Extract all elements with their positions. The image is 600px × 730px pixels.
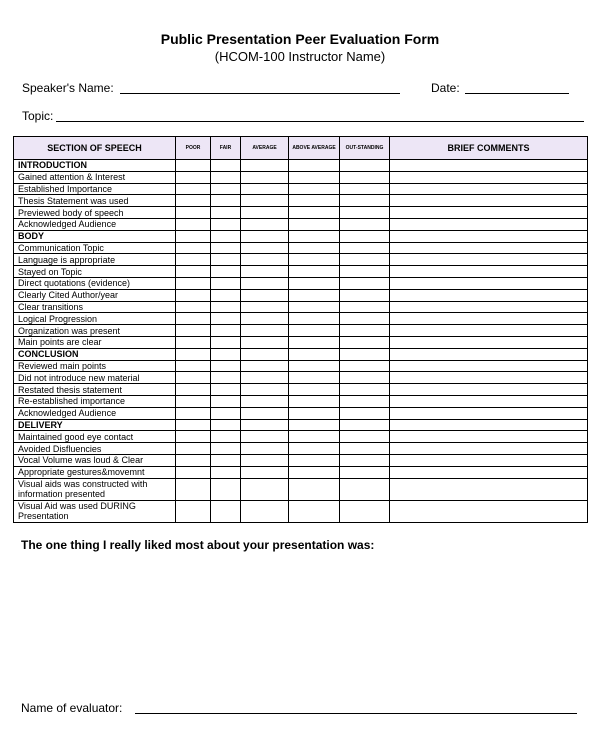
outstanding-rating-cell bbox=[340, 160, 390, 172]
poor-rating-cell[interactable] bbox=[176, 384, 211, 396]
poor-rating-cell[interactable] bbox=[176, 466, 211, 478]
table-row bbox=[14, 407, 588, 419]
average-rating-cell[interactable] bbox=[241, 384, 289, 396]
fair-rating-cell[interactable] bbox=[211, 171, 241, 183]
criterion-label: Previewed body of speech bbox=[14, 207, 176, 219]
poor-rating-cell[interactable] bbox=[176, 325, 211, 337]
above-average-rating-cell[interactable] bbox=[289, 407, 340, 419]
above-average-rating-cell[interactable] bbox=[289, 266, 340, 278]
above-average-rating-cell[interactable] bbox=[289, 277, 340, 289]
average-rating-cell[interactable] bbox=[241, 443, 289, 455]
poor-rating-cell bbox=[176, 348, 211, 360]
average-rating-cell[interactable] bbox=[241, 466, 289, 478]
fair-rating-cell[interactable] bbox=[211, 325, 241, 337]
average-rating-cell[interactable] bbox=[241, 431, 289, 443]
average-rating-cell[interactable] bbox=[241, 195, 289, 207]
outstanding-rating-cell[interactable] bbox=[340, 466, 390, 478]
criterion-label: Maintained good eye contact bbox=[14, 431, 176, 443]
evaluation-table bbox=[13, 136, 588, 523]
comment-cell[interactable] bbox=[390, 289, 588, 301]
table-row bbox=[14, 183, 588, 195]
outstanding-rating-cell[interactable] bbox=[340, 207, 390, 219]
header-average: AVERAGE bbox=[241, 137, 289, 160]
table-row bbox=[14, 171, 588, 183]
outstanding-rating-cell[interactable] bbox=[340, 443, 390, 455]
fair-rating-cell bbox=[211, 230, 241, 242]
fair-rating-cell bbox=[211, 348, 241, 360]
outstanding-rating-cell[interactable] bbox=[340, 500, 390, 522]
table-row bbox=[14, 218, 588, 230]
comment-cell[interactable] bbox=[390, 195, 588, 207]
table-section-row bbox=[14, 230, 588, 242]
criterion-label: Did not introduce new material bbox=[14, 372, 176, 384]
poor-rating-cell[interactable] bbox=[176, 500, 211, 522]
above-average-rating-cell[interactable] bbox=[289, 336, 340, 348]
above-average-rating-cell[interactable] bbox=[289, 454, 340, 466]
outstanding-rating-cell[interactable] bbox=[340, 266, 390, 278]
comment-cell bbox=[390, 160, 588, 172]
fair-rating-cell[interactable] bbox=[211, 242, 241, 254]
comment-cell[interactable] bbox=[390, 171, 588, 183]
above-average-rating-cell[interactable] bbox=[289, 313, 340, 325]
above-average-rating-cell[interactable] bbox=[289, 218, 340, 230]
section-heading: DELIVERY bbox=[14, 419, 176, 431]
poor-rating-cell[interactable] bbox=[176, 277, 211, 289]
poor-rating-cell[interactable] bbox=[176, 218, 211, 230]
table-header-row bbox=[14, 137, 588, 160]
above-average-rating-cell[interactable] bbox=[289, 301, 340, 313]
comment-cell[interactable] bbox=[390, 266, 588, 278]
outstanding-rating-cell[interactable] bbox=[340, 454, 390, 466]
average-rating-cell[interactable] bbox=[241, 277, 289, 289]
fair-rating-cell[interactable] bbox=[211, 360, 241, 372]
section-heading: CONCLUSION bbox=[14, 348, 176, 360]
table-row bbox=[14, 466, 588, 478]
criterion-label: Stayed on Topic bbox=[14, 266, 176, 278]
table-row bbox=[14, 242, 588, 254]
table-row bbox=[14, 266, 588, 278]
criterion-label: Visual aids was constructed with information presented bbox=[14, 478, 176, 500]
table-row bbox=[14, 360, 588, 372]
poor-rating-cell[interactable] bbox=[176, 289, 211, 301]
criterion-label: Established Importance bbox=[14, 183, 176, 195]
poor-rating-cell[interactable] bbox=[176, 171, 211, 183]
fair-rating-cell[interactable] bbox=[211, 289, 241, 301]
table-row bbox=[14, 372, 588, 384]
above-average-rating-cell[interactable] bbox=[289, 289, 340, 301]
date-label: Date: bbox=[431, 81, 460, 95]
outstanding-rating-cell[interactable] bbox=[340, 384, 390, 396]
average-rating-cell bbox=[241, 160, 289, 172]
comment-cell bbox=[390, 419, 588, 431]
average-rating-cell bbox=[241, 419, 289, 431]
outstanding-rating-cell[interactable] bbox=[340, 277, 390, 289]
comment-cell[interactable] bbox=[390, 277, 588, 289]
form-subtitle: (HCOM-100 Instructor Name) bbox=[214, 49, 386, 64]
comment-cell[interactable] bbox=[390, 301, 588, 313]
fair-rating-cell[interactable] bbox=[211, 254, 241, 266]
comment-cell[interactable] bbox=[390, 395, 588, 407]
table-row bbox=[14, 395, 588, 407]
outstanding-rating-cell[interactable] bbox=[340, 183, 390, 195]
comment-cell[interactable] bbox=[390, 325, 588, 337]
above-average-rating-cell[interactable] bbox=[289, 466, 340, 478]
comment-cell[interactable] bbox=[390, 478, 588, 500]
poor-rating-cell[interactable] bbox=[176, 207, 211, 219]
outstanding-rating-cell[interactable] bbox=[340, 301, 390, 313]
fair-rating-cell[interactable] bbox=[211, 384, 241, 396]
average-rating-cell[interactable] bbox=[241, 266, 289, 278]
comment-cell[interactable] bbox=[390, 372, 588, 384]
comment-cell[interactable] bbox=[390, 242, 588, 254]
speaker-name-label: Speaker's Name: bbox=[22, 81, 114, 95]
poor-rating-cell[interactable] bbox=[176, 443, 211, 455]
poor-rating-cell[interactable] bbox=[176, 395, 211, 407]
fair-rating-cell[interactable] bbox=[211, 443, 241, 455]
comment-cell[interactable] bbox=[390, 183, 588, 195]
poor-rating-cell[interactable] bbox=[176, 431, 211, 443]
comment-cell[interactable] bbox=[390, 360, 588, 372]
form-title: Public Presentation Peer Evaluation Form bbox=[160, 31, 440, 47]
average-rating-cell[interactable] bbox=[241, 218, 289, 230]
speaker-name-field[interactable] bbox=[120, 93, 400, 94]
table-row bbox=[14, 443, 588, 455]
criterion-label: Language is appropriate bbox=[14, 254, 176, 266]
header-above-average: ABOVE AVERAGE bbox=[289, 137, 340, 160]
criterion-label: Vocal Volume was loud & Clear bbox=[14, 454, 176, 466]
average-rating-cell[interactable] bbox=[241, 289, 289, 301]
criterion-label: Communication Topic bbox=[14, 242, 176, 254]
table-row bbox=[14, 254, 588, 266]
above-average-rating-cell[interactable] bbox=[289, 478, 340, 500]
poor-rating-cell[interactable] bbox=[176, 360, 211, 372]
table-row bbox=[14, 313, 588, 325]
fair-rating-cell[interactable] bbox=[211, 207, 241, 219]
above-average-rating-cell[interactable] bbox=[289, 372, 340, 384]
poor-rating-cell[interactable] bbox=[176, 454, 211, 466]
above-average-rating-cell[interactable] bbox=[289, 395, 340, 407]
fair-rating-cell[interactable] bbox=[211, 454, 241, 466]
criterion-label: Acknowledged Audience bbox=[14, 218, 176, 230]
average-rating-cell[interactable] bbox=[241, 325, 289, 337]
average-rating-cell[interactable] bbox=[241, 500, 289, 522]
average-rating-cell[interactable] bbox=[241, 336, 289, 348]
average-rating-cell bbox=[241, 230, 289, 242]
fair-rating-cell bbox=[211, 160, 241, 172]
comment-cell bbox=[390, 348, 588, 360]
comment-cell[interactable] bbox=[390, 466, 588, 478]
average-rating-cell[interactable] bbox=[241, 183, 289, 195]
table-row bbox=[14, 325, 588, 337]
criterion-label: Direct quotations (evidence) bbox=[14, 277, 176, 289]
outstanding-rating-cell bbox=[340, 419, 390, 431]
average-rating-cell[interactable] bbox=[241, 360, 289, 372]
fair-rating-cell[interactable] bbox=[211, 301, 241, 313]
table-section-row bbox=[14, 160, 588, 172]
average-rating-cell[interactable] bbox=[241, 372, 289, 384]
average-rating-cell[interactable] bbox=[241, 395, 289, 407]
average-rating-cell bbox=[241, 348, 289, 360]
header-comments: BRIEF COMMENTS bbox=[390, 137, 588, 160]
average-rating-cell[interactable] bbox=[241, 301, 289, 313]
criterion-label: Thesis Statement was used bbox=[14, 195, 176, 207]
average-rating-cell[interactable] bbox=[241, 454, 289, 466]
table-row bbox=[14, 384, 588, 396]
table-row bbox=[14, 277, 588, 289]
poor-rating-cell[interactable] bbox=[176, 301, 211, 313]
average-rating-cell[interactable] bbox=[241, 254, 289, 266]
outstanding-rating-cell[interactable] bbox=[340, 360, 390, 372]
poor-rating-cell[interactable] bbox=[176, 478, 211, 500]
topic-label: Topic: bbox=[22, 109, 54, 123]
comment-cell[interactable] bbox=[390, 218, 588, 230]
criterion-label: Acknowledged Audience bbox=[14, 407, 176, 419]
comment-cell[interactable] bbox=[390, 500, 588, 522]
header-outstanding: OUT-STANDING bbox=[340, 137, 390, 160]
above-average-rating-cell[interactable] bbox=[289, 183, 340, 195]
fair-rating-cell[interactable] bbox=[211, 266, 241, 278]
poor-rating-cell[interactable] bbox=[176, 266, 211, 278]
fair-rating-cell[interactable] bbox=[211, 407, 241, 419]
header-poor: POOR bbox=[176, 137, 211, 160]
poor-rating-cell[interactable] bbox=[176, 372, 211, 384]
table-row bbox=[14, 431, 588, 443]
fair-rating-cell[interactable] bbox=[211, 277, 241, 289]
header-section: SECTION OF SPEECH bbox=[14, 137, 176, 160]
above-average-rating-cell bbox=[289, 348, 340, 360]
comment-cell[interactable] bbox=[390, 407, 588, 419]
outstanding-rating-cell[interactable] bbox=[340, 254, 390, 266]
above-average-rating-cell[interactable] bbox=[289, 443, 340, 455]
outstanding-rating-cell bbox=[340, 348, 390, 360]
comment-cell[interactable] bbox=[390, 454, 588, 466]
header-fair: FAIR bbox=[211, 137, 241, 160]
criterion-label: Clearly Cited Author/year bbox=[14, 289, 176, 301]
poor-rating-cell[interactable] bbox=[176, 195, 211, 207]
table-section-row bbox=[14, 348, 588, 360]
fair-rating-cell[interactable] bbox=[211, 372, 241, 384]
section-heading: INTRODUCTION bbox=[14, 160, 176, 172]
outstanding-rating-cell[interactable] bbox=[340, 372, 390, 384]
outstanding-rating-cell[interactable] bbox=[340, 478, 390, 500]
outstanding-rating-cell[interactable] bbox=[340, 336, 390, 348]
criterion-label: Clear transitions bbox=[14, 301, 176, 313]
outstanding-rating-cell[interactable] bbox=[340, 218, 390, 230]
above-average-rating-cell[interactable] bbox=[289, 325, 340, 337]
poor-rating-cell[interactable] bbox=[176, 254, 211, 266]
table-row bbox=[14, 289, 588, 301]
table-row bbox=[14, 454, 588, 466]
criterion-label: Restated thesis statement bbox=[14, 384, 176, 396]
criterion-label: Logical Progression bbox=[14, 313, 176, 325]
table-row bbox=[14, 478, 588, 500]
poor-rating-cell[interactable] bbox=[176, 242, 211, 254]
evaluator-label: Name of evaluator: bbox=[21, 701, 123, 715]
fair-rating-cell[interactable] bbox=[211, 313, 241, 325]
fair-rating-cell[interactable] bbox=[211, 466, 241, 478]
outstanding-rating-cell bbox=[340, 230, 390, 242]
table-row bbox=[14, 301, 588, 313]
average-rating-cell[interactable] bbox=[241, 207, 289, 219]
outstanding-rating-cell[interactable] bbox=[340, 407, 390, 419]
above-average-rating-cell[interactable] bbox=[289, 384, 340, 396]
table-row bbox=[14, 500, 588, 522]
above-average-rating-cell[interactable] bbox=[289, 431, 340, 443]
criterion-label: Appropriate gestures&movemnt bbox=[14, 466, 176, 478]
fair-rating-cell bbox=[211, 419, 241, 431]
outstanding-rating-cell[interactable] bbox=[340, 289, 390, 301]
comment-cell bbox=[390, 230, 588, 242]
outstanding-rating-cell[interactable] bbox=[340, 431, 390, 443]
poor-rating-cell[interactable] bbox=[176, 336, 211, 348]
criterion-label: Main points are clear bbox=[14, 336, 176, 348]
criterion-label: Visual Aid was used DURING Presentation bbox=[14, 500, 176, 522]
fair-rating-cell[interactable] bbox=[211, 431, 241, 443]
criterion-label: Avoided Disfluencies bbox=[14, 443, 176, 455]
above-average-rating-cell bbox=[289, 230, 340, 242]
above-average-rating-cell[interactable] bbox=[289, 360, 340, 372]
fair-rating-cell[interactable] bbox=[211, 218, 241, 230]
outstanding-rating-cell[interactable] bbox=[340, 313, 390, 325]
comment-cell[interactable] bbox=[390, 207, 588, 219]
above-average-rating-cell[interactable] bbox=[289, 207, 340, 219]
fair-rating-cell[interactable] bbox=[211, 183, 241, 195]
poor-rating-cell[interactable] bbox=[176, 407, 211, 419]
above-average-rating-cell bbox=[289, 160, 340, 172]
average-rating-cell[interactable] bbox=[241, 407, 289, 419]
outstanding-rating-cell[interactable] bbox=[340, 242, 390, 254]
outstanding-rating-cell[interactable] bbox=[340, 325, 390, 337]
comment-cell[interactable] bbox=[390, 336, 588, 348]
average-rating-cell[interactable] bbox=[241, 242, 289, 254]
comment-cell[interactable] bbox=[390, 431, 588, 443]
outstanding-rating-cell[interactable] bbox=[340, 395, 390, 407]
date-field[interactable] bbox=[465, 93, 569, 94]
criterion-label: Reviewed main points bbox=[14, 360, 176, 372]
poor-rating-cell[interactable] bbox=[176, 313, 211, 325]
above-average-rating-cell[interactable] bbox=[289, 254, 340, 266]
criterion-label: Gained attention & Interest bbox=[14, 171, 176, 183]
fair-rating-cell[interactable] bbox=[211, 500, 241, 522]
comment-cell[interactable] bbox=[390, 254, 588, 266]
above-average-rating-cell bbox=[289, 419, 340, 431]
liked-most-prompt: The one thing I really liked most about your presentation was: bbox=[21, 538, 375, 552]
above-average-rating-cell[interactable] bbox=[289, 500, 340, 522]
comment-cell[interactable] bbox=[390, 443, 588, 455]
criterion-label: Organization was present bbox=[14, 325, 176, 337]
average-rating-cell[interactable] bbox=[241, 171, 289, 183]
fair-rating-cell[interactable] bbox=[211, 195, 241, 207]
comment-cell[interactable] bbox=[390, 313, 588, 325]
average-rating-cell[interactable] bbox=[241, 478, 289, 500]
poor-rating-cell bbox=[176, 230, 211, 242]
above-average-rating-cell[interactable] bbox=[289, 242, 340, 254]
fair-rating-cell[interactable] bbox=[211, 478, 241, 500]
above-average-rating-cell[interactable] bbox=[289, 195, 340, 207]
table-row bbox=[14, 195, 588, 207]
above-average-rating-cell[interactable] bbox=[289, 171, 340, 183]
poor-rating-cell bbox=[176, 419, 211, 431]
criterion-label: Re-established importance bbox=[14, 395, 176, 407]
outstanding-rating-cell[interactable] bbox=[340, 171, 390, 183]
evaluator-name-field[interactable] bbox=[135, 713, 577, 714]
fair-rating-cell[interactable] bbox=[211, 395, 241, 407]
outstanding-rating-cell[interactable] bbox=[340, 195, 390, 207]
average-rating-cell[interactable] bbox=[241, 313, 289, 325]
poor-rating-cell bbox=[176, 160, 211, 172]
table-row bbox=[14, 336, 588, 348]
topic-field[interactable] bbox=[56, 121, 584, 122]
table-section-row bbox=[14, 419, 588, 431]
table-row bbox=[14, 207, 588, 219]
section-heading: BODY bbox=[14, 230, 176, 242]
poor-rating-cell[interactable] bbox=[176, 183, 211, 195]
comment-cell[interactable] bbox=[390, 384, 588, 396]
fair-rating-cell[interactable] bbox=[211, 336, 241, 348]
